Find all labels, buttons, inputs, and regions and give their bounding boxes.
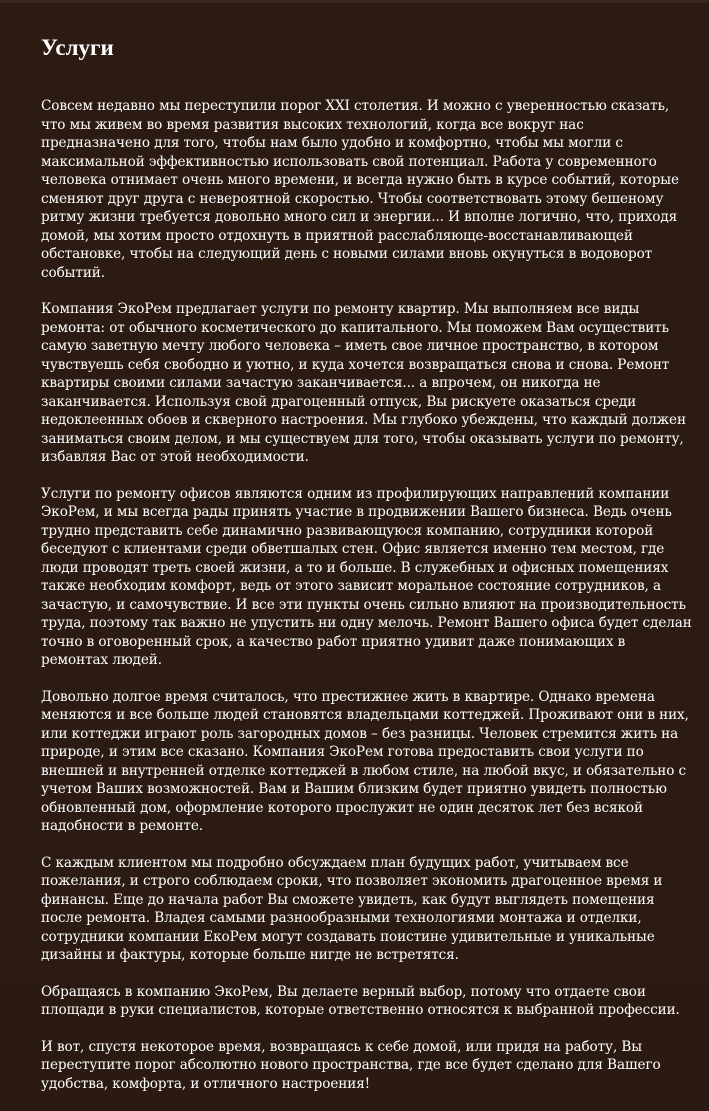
page-title: Услуги <box>41 35 114 60</box>
main-content <box>41 34 695 1111</box>
paragraph-choice: Обращаясь в компанию ЭкоРем, Вы делаете верный выбор, потому что отдаете свои площади в руки специалистов, которые ответственно относятся к выбранной профессии. <box>41 983 680 1018</box>
paragraph-office-repair: Услуги по ремонту офисов являются одним из профилирующих направлений компании ЭкоРем, и мы всегда рады принять участие в продвижении Вашего бизнеса. Ведь очень трудно представить себе динамично развивающуюся компанию, сотрудники которой беседуют с клиентами среди обветшалых стен. Офис является именно тем местом, где люди проводят треть своей жизни, а то и больше. В служебных и офисных помещениях также необходим комфорт, ведь от этого зависит моральное состояние сотрудников, а зачастую, и самочувствие. И все эти пункты очень сильно влияют на производительность труда, поэтому так важно не упустить ни одну мелочь. Ремонт Вашего офиса будет сделан точно в оговоренный срок, а качество работ приятно удивит даже понимающих в ремонтах людей. <box>41 485 692 668</box>
paragraph-apartment-repair: Компания ЭкоРем предлагает услуги по ремонту квартир. Мы выполняем все виды ремонта: от обычного косметического до капитального. Мы поможем Вам осуществить самую заветную мечту любого человека – иметь свое личное пространство, в котором чувствуешь себя свободно и уютно, и куда хочется возвращаться снова и снова. Ремонт квартиры своими силами зачастую заканчивается... а впрочем, он никогда не заканчивается. Используя свой драгоценный отпуск, Вы рискуете оказаться среди недоклеенных обоев и скверного настроения. Мы глубоко убеждены, что каждый должен заниматься своим делом, и мы существуем для того, чтобы оказывать услуги по ремонту, избавляя Вас от этой необходимости. <box>41 301 686 465</box>
paragraph-work-planning: С каждым клиентом мы подробно обсуждаем план будущих работ, учитываем все пожелания, и строго соблюдаем сроки, что позволяет экономить драгоценное время и финансы. Еще до начала работ Вы сможете увидеть, как будут выглядеть помещения после ремонта. Владея самыми разнообразными технологиями монтажа и отделки, сотрудники компании ЕкоРем могут создавать поистине удивительные и уникальные дизайны и фактуры, которые больше нигде не встретятся. <box>41 854 663 963</box>
paragraph-intro: Совсем недавно мы переступили порог XXI столетия. И можно с уверенностью сказать, что мы живем во время развития высоких технологий, когда все вокруг нас предназначено для того, чтобы нам было удобно и комфортно, чтобы мы могли с максимальной эффективностью использовать свой потенциал. Работа у современного человека отнимает очень много времени, и всегда нужно быть в курсе событий, которые сменяют друг друга с невероятной скоростью. Чтобы соответствовать этому бешеному ритму жизни требуется довольно много сил и энергии... И вполне логично, что, приходя домой, мы хотим просто отдохнуть в приятной расслабляюще-восстанавливающей обстановке, чтобы на следующий день с новыми силами вновь окунуться в водоворот событий. <box>41 98 679 281</box>
article-body <box>41 97 695 1093</box>
paragraph-conclusion: И вот, спустя некоторое время, возвращаясь к себе домой, или придя на работу, Вы переступите порог абсолютно нового пространства, где все будет сделано для Вашего удобства, комфорта, и отличного настроения! <box>41 1038 661 1092</box>
top-divider <box>0 0 709 3</box>
paragraph-cottage-repair: Довольно долгое время считалось, что престижнее жить в квартире. Однако времена меняются и все больше людей становятся владельцами коттеджей. Проживают они в них, или коттеджи играют роль загородных домов – без разницы. Человек стремится жить на природе, и этим все сказано. Компания ЭкоРем готова предоставить свои услуги по внешней и внутренней отделке коттеджей в любом стиле, на любой вкус, и обязательно с учетом Ваших возможностей. Вам и Вашим близким будет приятно увидеть полностью обновленный дом, оформление которого прослужит не один десяток лет без всякой надобности в ремонте. <box>41 688 689 834</box>
